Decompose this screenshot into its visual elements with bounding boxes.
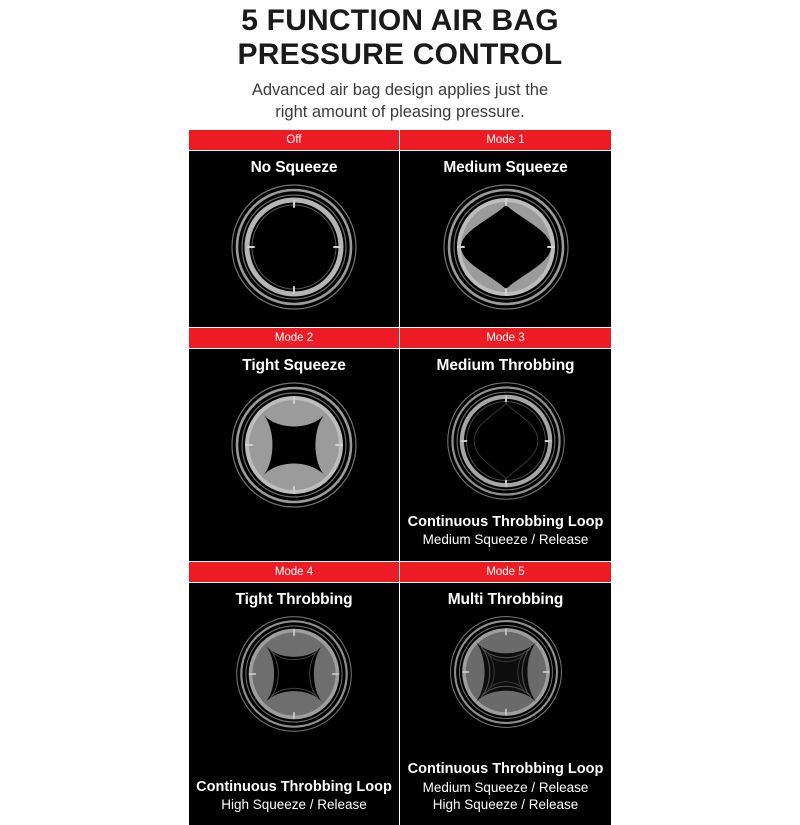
status-badge-mode-2: Mode 2 [189,328,400,348]
label-strip-row-3 [189,561,611,583]
mode-row-2 [189,349,611,561]
mode-footnote-line-mode-5-2: High Squeeze / Release [432,797,579,813]
mode-footnote-line-mode-5-1: Medium Squeeze / Release [422,779,589,795]
diagram-ring-tight-wrap [189,375,399,511]
mode-footnote-title-mode-4: Continuous Throbbing Loop [196,778,392,795]
page-title-line-1: 5 FUNCTION AIR BAG [241,4,559,37]
mode-cell-mode-5 [400,583,611,825]
mode-title-mode-5: Multi Throbbing [447,591,564,608]
page-subtitle-line-1: Advanced air bag design applies just the [251,80,549,99]
header [0,0,800,124]
mode-footnote-title-mode-5: Continuous Throbbing Loop [407,761,604,778]
status-badge-mode-5: Mode 5 [400,562,611,582]
ring-multi-throb-icon [443,613,569,731]
page-title-line-2: PRESSURE CONTROL [237,37,563,71]
mode-grid [189,130,611,825]
ring-open-icon [224,181,364,313]
mode-cell-off [189,151,400,327]
diagram-ring-medium-wrap [400,177,611,313]
ring-tight-icon [224,379,364,511]
label-strip-row-1 [189,130,611,151]
mode-footnote-line-mode-3-1: Medium Squeeze / Release [422,532,589,548]
ring-medium-throb-icon [440,379,572,503]
label-strip-row-2 [189,327,611,349]
mode-footnote-mode-4 [189,778,399,820]
status-badge-off: Off [189,130,400,150]
ring-medium-icon [436,181,576,313]
mode-title-mode-1: Medium Squeeze [443,159,568,176]
mode-cell-mode-1 [400,151,611,327]
mode-cell-mode-2 [189,349,400,561]
page-subtitle [190,80,610,124]
ring-tight-throb-icon [229,613,359,735]
mode-title-off: No Squeeze [250,159,338,176]
status-badge-mode-1: Mode 1 [400,130,611,150]
mode-row-1 [189,151,611,327]
status-badge-mode-4: Mode 4 [189,562,400,582]
mode-title-mode-3: Medium Throbbing [436,357,575,374]
mode-cell-mode-4 [189,583,400,825]
status-badge-mode-3: Mode 3 [400,328,611,348]
page-title [165,4,635,72]
mode-footnote-mode-3 [400,513,611,555]
mode-title-mode-2: Tight Squeeze [242,357,346,374]
mode-cell-mode-3 [400,349,611,561]
diagram-ring-open-wrap [189,177,399,313]
mode-footnote-line-mode-4-1: High Squeeze / Release [221,797,367,813]
diagram-ring-medium-throb-wrap [400,375,611,503]
mode-footnote-title-mode-3: Continuous Throbbing Loop [407,513,604,530]
mode-title-mode-4: Tight Throbbing [235,591,353,608]
diagram-ring-multi-throb-wrap [400,609,611,731]
diagram-ring-tight-throb-wrap [189,609,399,735]
mode-footnote-mode-5 [400,760,611,820]
mode-row-3 [189,583,611,825]
page-subtitle-line-2: right amount of pleasing pressure. [275,102,525,121]
